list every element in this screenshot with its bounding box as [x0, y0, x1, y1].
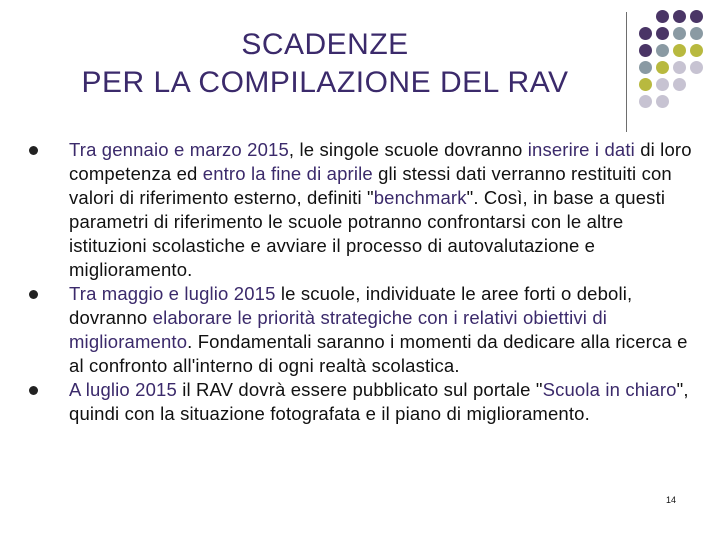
decorative-dot — [673, 27, 686, 40]
highlighted-text: Scuola in chiaro — [542, 379, 677, 400]
decorative-dot — [673, 10, 686, 23]
bullet-text: gli stessi dati verranno restituiti con valori di riferimento esterno, definiti " — [69, 163, 672, 208]
highlighted-text: A luglio 2015 — [69, 379, 177, 400]
decorative-dot — [673, 95, 686, 108]
decorative-dot — [690, 95, 703, 108]
bullet-list — [20, 138, 692, 426]
highlighted-text: Tra gennaio e marzo 2015 — [69, 139, 289, 160]
decorative-dot — [639, 61, 652, 74]
bullet-item — [20, 378, 692, 426]
decorative-dot — [656, 27, 669, 40]
page-number: 14 — [666, 495, 677, 505]
highlighted-text: Tra maggio e luglio 2015 — [69, 283, 276, 304]
bullet-item — [20, 138, 692, 282]
slide-title — [30, 26, 620, 102]
bullet-text: ", quindi con la situazione fotografata e il piano di miglioramento. — [69, 379, 689, 424]
decorative-divider-line — [626, 12, 627, 132]
bullet-text: di loro competenza ed — [69, 139, 692, 184]
decorative-dot-grid — [639, 10, 703, 108]
bullet-text: , le singole scuole dovranno — [288, 139, 528, 160]
decorative-dot — [673, 44, 686, 57]
highlighted-text: inserire i dati — [527, 139, 635, 160]
slide-title-line-2: PER LA COMPILAZIONE DEL RAV — [81, 66, 569, 99]
decorative-dot — [639, 95, 652, 108]
decorative-dot — [673, 78, 686, 91]
decorative-dot — [639, 27, 652, 40]
highlighted-text: benchmark — [373, 187, 467, 208]
decorative-dot — [690, 61, 703, 74]
bullet-dot-icon — [29, 290, 38, 299]
decorative-dot — [690, 44, 703, 57]
decorative-dot — [656, 61, 669, 74]
decorative-dot — [656, 78, 669, 91]
bullet-text: le scuole, individuate le aree forti o deboli, dovranno — [69, 283, 633, 328]
decorative-dot — [656, 44, 669, 57]
decorative-dot — [690, 78, 703, 91]
bullet-dot-icon — [29, 386, 38, 395]
highlighted-text: elaborare le priorità strategiche con i relativi obiettivi di miglioramento — [69, 307, 608, 352]
bullet-dot-icon — [29, 146, 38, 155]
bullet-text: il RAV dovrà essere pubblicato sul portale " — [176, 379, 543, 400]
decorative-dot — [690, 27, 703, 40]
decorative-dot — [673, 61, 686, 74]
bullet-text: ". Così, in base a questi parametri di riferimento le scuole potranno confrontarsi con le altre istituzioni scolastiche e avviare il processo di autovalutazione e miglioramento. — [69, 187, 666, 280]
highlighted-text: entro la fine di aprile — [202, 163, 373, 184]
decorative-dot — [639, 78, 652, 91]
decorative-dot — [656, 10, 669, 23]
decorative-dot — [690, 10, 703, 23]
bullet-item — [20, 282, 692, 378]
bullet-text: . Fondamentali saranno i momenti da dedicare alla ricerca e al confronto all'interno di ogni realtà scolastica. — [69, 331, 688, 376]
decorative-dot — [639, 10, 652, 23]
slide-title-line-1: SCADENZE — [241, 28, 409, 61]
decorative-dot — [656, 95, 669, 108]
decorative-dot — [639, 44, 652, 57]
